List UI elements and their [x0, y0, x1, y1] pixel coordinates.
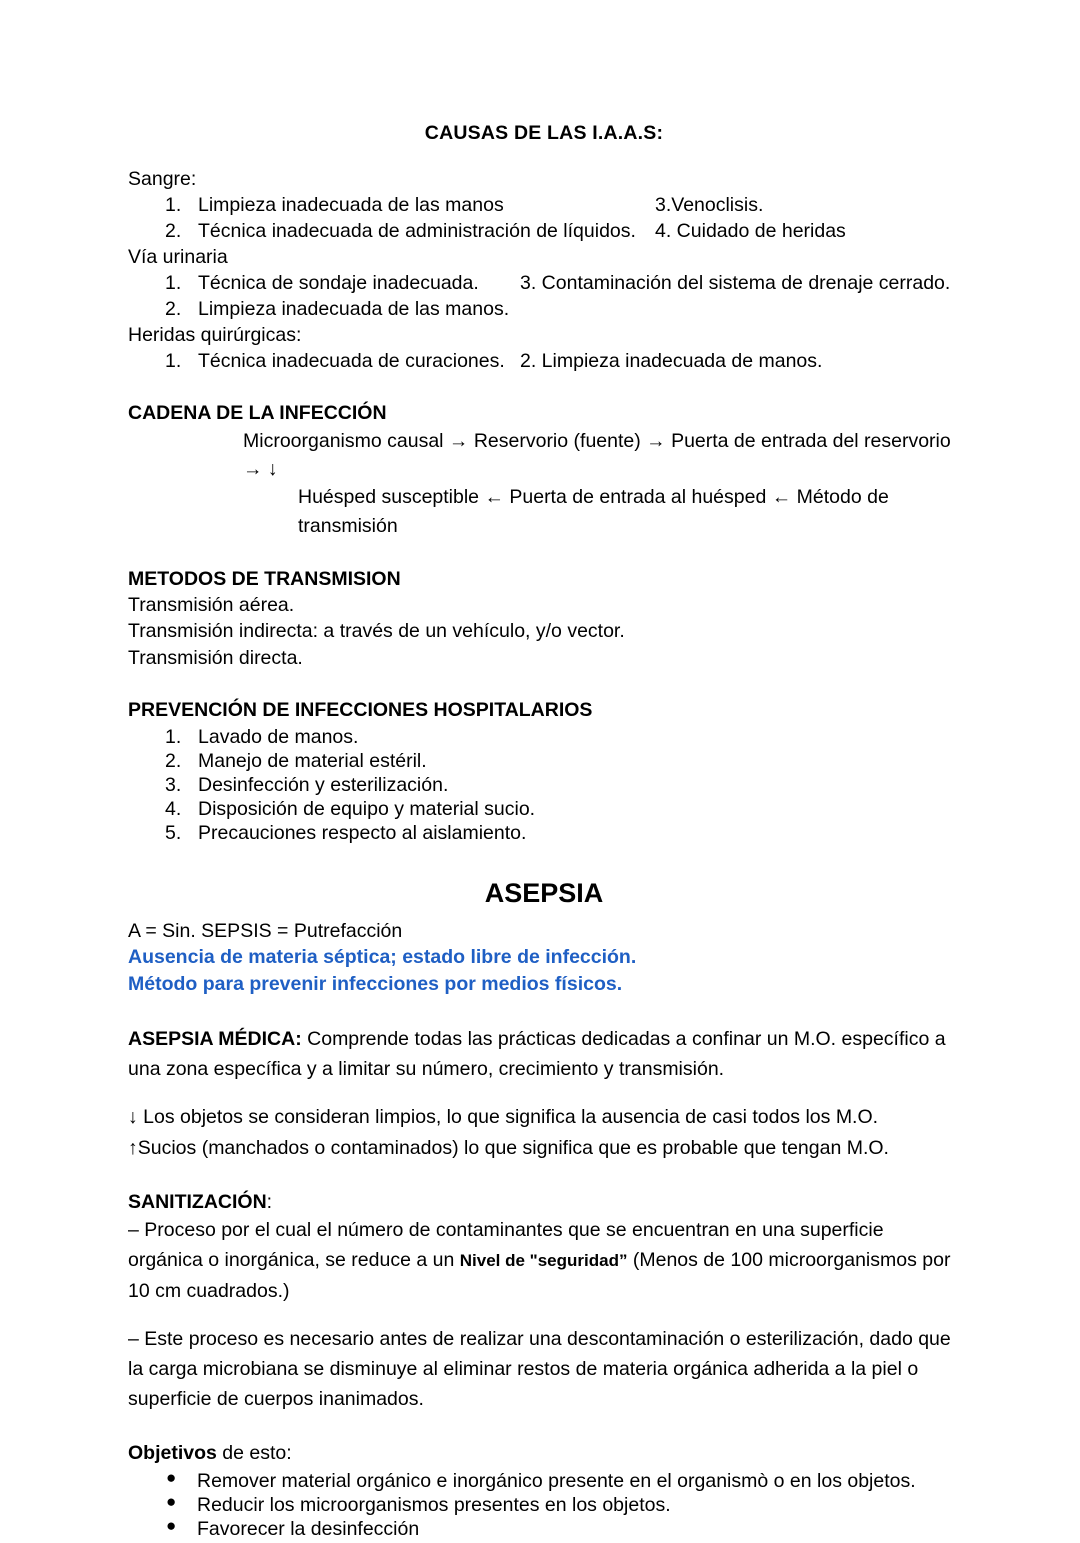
list-item: [128, 819, 960, 843]
asepsia-blue-line-2: Método para prevenir infecciones por medios físicos.: [128, 972, 623, 995]
sanitizacion-paragraph-1: [128, 1215, 960, 1306]
asepsia-medica-text: Comprende todas las prácticas dedicadas a confinar un M.O. específico a una zona específica y a limitar su número, crecimiento y transmisión.: [128, 1027, 946, 1081]
list-text: Limpieza inadecuada de las manos.: [198, 298, 510, 321]
list-number: 1.: [165, 726, 182, 749]
list-text: Lavado de manos.: [198, 726, 359, 749]
list-number: 2.: [165, 298, 182, 321]
asepsia-medica-label: ASEPSIA MÉDICA:: [128, 1027, 302, 1050]
objetivos-label: [128, 1440, 960, 1466]
heading-cadena-infeccion: CADENA DE LA INFECCIÓN: [128, 402, 387, 425]
sanitizacion-p1-part-a: – Proceso por el cual el número de contaminantes que se encuentran en una superficie orgánica o inorgánica, se reduce a un: [128, 1219, 884, 1272]
heading-sanitizacion: [128, 1189, 960, 1215]
list-number: 1.: [165, 350, 182, 373]
list-number: 2.: [165, 219, 182, 242]
list-number: 3.: [165, 774, 182, 797]
list-number: 5.: [165, 822, 182, 845]
list-text: Desinfección y esterilización.: [198, 774, 449, 797]
page-title: [128, 124, 960, 144]
bullet-icon: ●: [166, 1491, 177, 1511]
list-text: Limpieza inadecuada de las manos: [198, 193, 504, 216]
list-number: 4.: [165, 798, 182, 821]
sanitizacion-p1-emphasis: Nivel de "seguridad”: [459, 1251, 628, 1271]
list-item: [128, 1491, 960, 1515]
asepsia-definition: A = Sin. SEPSIS = Putrefacción: [128, 919, 403, 942]
list-text: Precauciones respecto al aislamiento.: [198, 822, 527, 845]
list-number: 2.: [165, 750, 182, 773]
bullet-icon: ●: [166, 1515, 177, 1535]
objetivos-label-bold: Objetivos: [128, 1442, 217, 1465]
list-text-right: 3. Contaminación del sistema de drenaje cerrado.: [520, 272, 951, 295]
asepsia-medica-paragraph: [128, 1024, 960, 1084]
list-item: [128, 218, 960, 244]
group-label-via-urinaria: Vía urinaria: [128, 245, 228, 268]
metodos-line-2: Transmisión indirecta: a través de un vehículo, y/o vector.: [128, 620, 625, 643]
metodos-line-3: Transmisión directa.: [128, 646, 303, 669]
list-number: 1.: [165, 272, 182, 295]
list-item: [128, 747, 960, 771]
list-text-right: 2. Limpieza inadecuada de manos.: [520, 350, 823, 373]
prevencion-list: [128, 723, 960, 843]
document-body: [128, 124, 960, 1539]
list-item: [128, 1467, 960, 1491]
list-text: Favorecer la desinfección: [197, 1517, 420, 1540]
list-text: Reducir los microorganismos presentes en los objetos.: [197, 1493, 671, 1516]
heading-sanitizacion-text: SANITIZACIÓN: [128, 1190, 267, 1213]
list-item: [128, 1515, 960, 1539]
heading-asepsia: ASEPSIA: [484, 878, 604, 909]
group-label-heridas: Heridas quirúrgicas:: [128, 324, 302, 347]
asepsia-blue-line-1: Ausencia de materia séptica; estado libre de infección.: [128, 946, 637, 969]
sanitizacion-paragraph-2: – Este proceso es necesario antes de realizar una descontaminación o esterilización, dado que la carga microbiana se disminuye al eliminar restos de materia orgánica adherida a la piel o superficie de cuerpos inanimados.: [128, 1327, 951, 1411]
cadena-line-1: Microorganismo causal → Reservorio (fuente) → Puerta de entrada del reservorio → ↓: [243, 429, 951, 481]
list-item: [128, 348, 960, 374]
list-text: Remover material orgánico e inorgánico presente en el organismò o en los objetos.: [197, 1469, 916, 1492]
list-text: Manejo de material estéril.: [198, 750, 427, 773]
list-item: [128, 192, 960, 218]
list-text-right: 4. Cuidado de heridas: [655, 219, 846, 242]
metodos-line-1: Transmisión aérea.: [128, 594, 295, 617]
page-title-text: CAUSAS DE LAS I.A.A.S:: [424, 122, 664, 144]
asepsia-arrow-line-2: ↑Sucios (manchados o contaminados) lo que significa que es probable que tengan M.O.: [128, 1136, 889, 1159]
sanitizacion-p1-part-b: (Menos de 100 microorganismos por 10 cm cuadrados.): [128, 1249, 951, 1302]
list-number: 1.: [165, 193, 182, 216]
list-text: Técnica inadecuada de curaciones.: [198, 350, 505, 373]
list-item: [128, 795, 960, 819]
objetivos-list: [128, 1467, 960, 1539]
heading-sanitizacion-colon: :: [266, 1190, 273, 1213]
heading-metodos-transmision: METODOS DE TRANSMISION: [128, 567, 401, 590]
group-label-sangre: Sangre:: [128, 167, 197, 190]
list-item: [128, 296, 960, 322]
list-text: Técnica inadecuada de administración de líquidos.: [198, 219, 636, 242]
asepsia-arrow-line-1: ↓ Los objetos se consideran limpios, lo que significa la ausencia de casi todos los M.O.: [128, 1106, 879, 1129]
list-item: [128, 771, 960, 795]
list-item: [128, 723, 960, 747]
heading-prevencion: PREVENCIÓN DE INFECCIONES HOSPITALARIOS: [128, 699, 593, 722]
cadena-line-2: Huésped susceptible ← Puerta de entrada al huésped ← Método de transmisión: [298, 486, 889, 537]
objetivos-label-rest: de esto:: [216, 1442, 292, 1465]
list-text-right: 3.Venoclisis.: [655, 193, 764, 216]
list-text: Técnica de sondaje inadecuada.: [198, 272, 479, 295]
list-text: Disposición de equipo y material sucio.: [198, 798, 536, 821]
list-item: [128, 270, 960, 296]
bullet-icon: ●: [166, 1467, 177, 1487]
